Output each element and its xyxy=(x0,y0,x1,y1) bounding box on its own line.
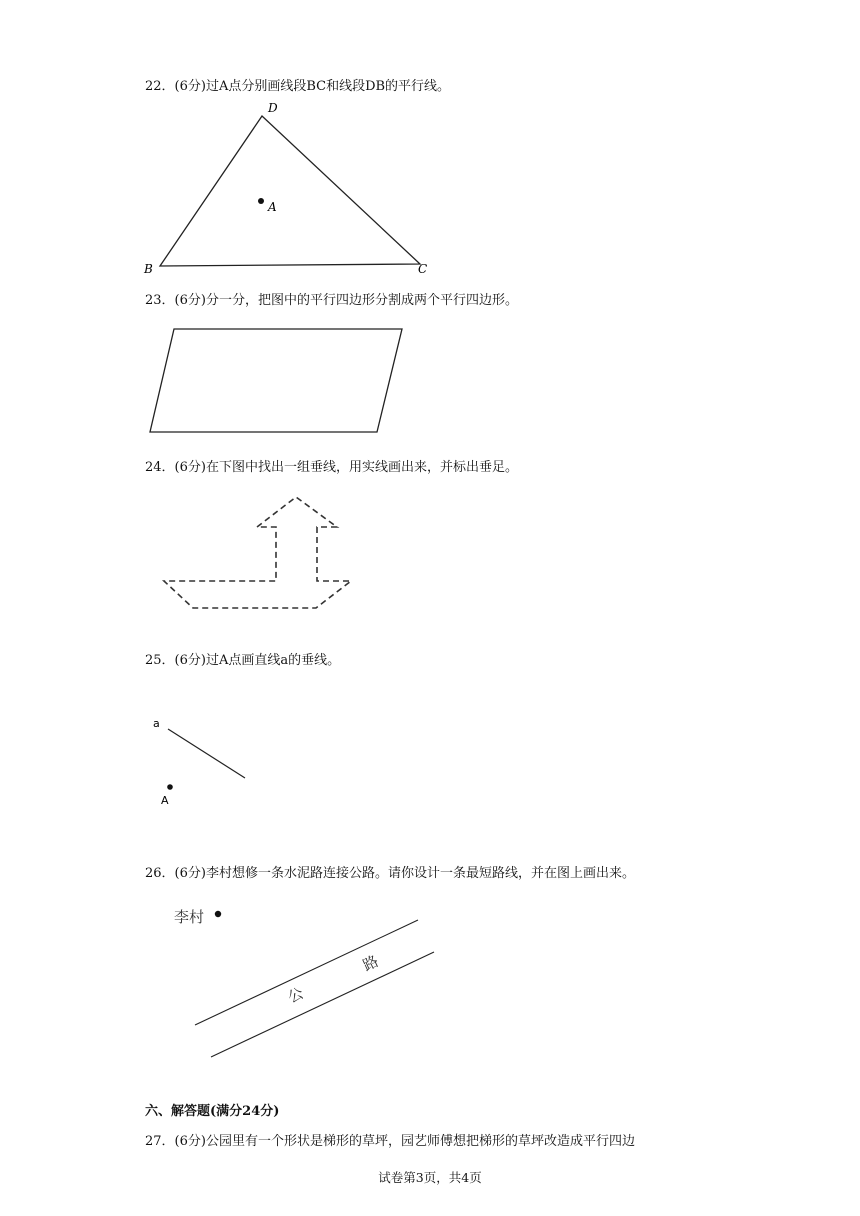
vertex-d-label: D xyxy=(268,101,278,115)
point-a-label: A xyxy=(268,200,277,214)
question-25-text: 25．(6分)过A点画直线a的垂线。 xyxy=(145,653,341,668)
line-a-label: a xyxy=(153,717,160,730)
q23-parallelogram-figure xyxy=(150,329,402,432)
page-footer: 试卷第3页，共4页 xyxy=(378,1170,482,1185)
vertex-b-label: B xyxy=(144,262,153,276)
question-22-text: 22．(6分)过A点分别画线段BC和线段DB的平行线。 xyxy=(145,79,451,94)
question-26-text: 26．(6分)李村想修一条水泥路连接公路。请你设计一条最短路线，并在图上画出来。 xyxy=(145,866,635,881)
parallelogram xyxy=(150,329,402,432)
question-23-text: 23．(6分)分一分，把图中的平行四边形分割成两个平行四边形。 xyxy=(145,293,518,308)
question-27-text: 27．(6分)公园里有一个形状是梯形的草坪，园艺师傅想把梯形的草坪改造成平行四边 xyxy=(145,1134,635,1149)
village-label: 李村 xyxy=(174,908,205,926)
road-edge-lower xyxy=(211,952,434,1057)
point-a-dot-q25 xyxy=(167,784,173,790)
point-a-label-q25: A xyxy=(161,794,169,807)
road-edge-upper xyxy=(195,920,418,1025)
q22-triangle-figure xyxy=(143,101,427,276)
triangle-dbc xyxy=(160,116,420,266)
question-24-text: 24．(6分)在下图中找出一组垂线，用实线画出来，并标出垂足。 xyxy=(145,460,518,475)
point-a-dot xyxy=(258,198,264,204)
dashed-arrow-shape xyxy=(164,497,351,608)
road-label-lu: 路 xyxy=(360,951,382,975)
line-a xyxy=(168,729,245,778)
q26-road-figure xyxy=(174,908,434,1057)
section-6-title: 六、解答题(满分24分) xyxy=(145,1104,280,1119)
vertex-c-label: C xyxy=(418,262,428,276)
road-label-gong: 公 xyxy=(285,983,307,1007)
q24-dashed-shape-figure xyxy=(164,497,351,608)
q25-line-figure xyxy=(153,717,245,807)
village-dot xyxy=(215,911,221,917)
